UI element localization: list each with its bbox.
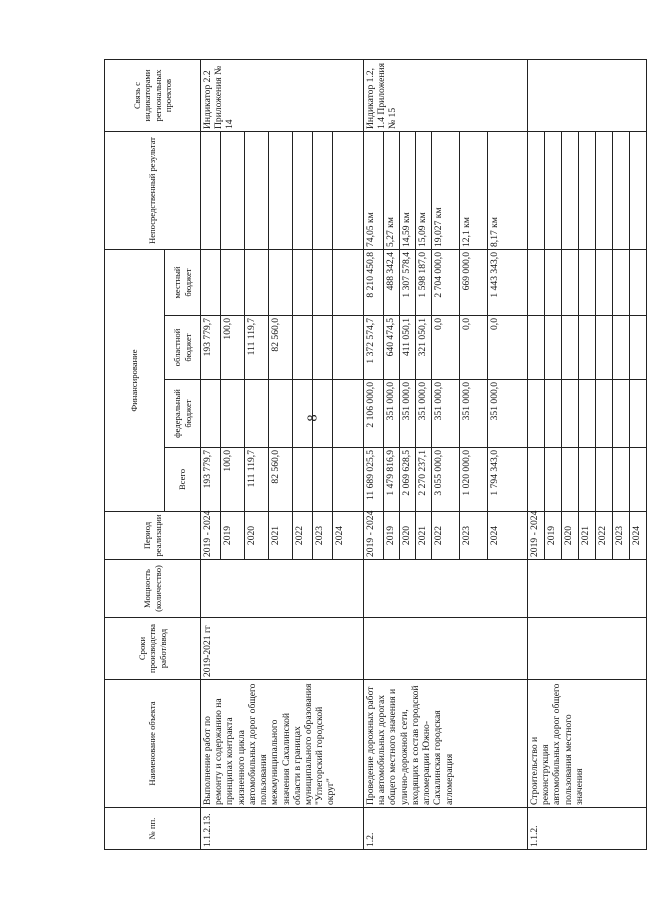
row-link: Индикатор 1.2, 1.4 Приложения № 15 — [364, 60, 528, 132]
row-regional: 411 050,1 — [400, 316, 416, 380]
row-num: 1.1.2. — [528, 808, 647, 850]
row-federal: 351 000,0 — [384, 380, 400, 448]
row-result: 15,09 км — [416, 132, 432, 250]
row-total: 11 689 025,5 — [364, 448, 384, 512]
row-result — [333, 132, 364, 250]
row-result: 8,17 км — [488, 132, 528, 250]
row-regional: 0,0 — [488, 316, 528, 380]
row-num: 1.2. — [364, 808, 528, 850]
header-period: Период реализации — [105, 512, 201, 560]
row-num: 1.1.2.13. — [201, 808, 364, 850]
header-capacity: Мощность (количество) — [105, 560, 201, 618]
row-link: Индикатор 2.2 Приложения № 14 — [201, 60, 364, 132]
row-local — [579, 250, 596, 316]
row-federal: 351 000,0 — [400, 380, 416, 448]
row-result — [245, 132, 269, 250]
row-federal — [245, 380, 269, 448]
row-local — [333, 250, 364, 316]
row-result: 5,27 км — [384, 132, 400, 250]
row-total — [333, 448, 364, 512]
row-result — [293, 132, 313, 250]
row-regional — [545, 316, 562, 380]
row-local: 1 443 343,0 — [488, 250, 528, 316]
row-local — [545, 250, 562, 316]
row-period: 2022 — [293, 512, 313, 560]
table-header — [105, 60, 201, 850]
header-result: Непосредственный результат — [105, 132, 201, 250]
header-financing: Финансирование — [105, 250, 165, 512]
row-regional: 82 560,0 — [269, 316, 293, 380]
row-federal — [293, 380, 313, 448]
row-result — [201, 132, 221, 250]
row-capacity — [364, 560, 528, 618]
row-period: 2022 — [432, 512, 460, 560]
row-regional: 0,0 — [432, 316, 460, 380]
row-regional — [293, 316, 313, 380]
row-local — [528, 250, 545, 316]
row-local — [269, 250, 293, 316]
row-result: 19,027 км — [432, 132, 460, 250]
row-federal — [269, 380, 293, 448]
row-period: 2019 - 2024 — [201, 512, 221, 560]
row-regional — [630, 316, 647, 380]
row-local — [221, 250, 245, 316]
header-name: Наименование объекта — [105, 680, 201, 808]
row-regional: 0,0 — [460, 316, 488, 380]
row-period: 2019 — [221, 512, 245, 560]
row-regional — [313, 316, 333, 380]
row-name: Строительство и реконструкция автомобильных дорог общего пользования местного значения — [528, 680, 647, 808]
row-local — [245, 250, 269, 316]
row-total — [545, 448, 562, 512]
row-federal — [579, 380, 596, 448]
row-result — [528, 132, 545, 250]
header-regional: областной бюджет — [165, 316, 201, 380]
row-period: 2020 — [400, 512, 416, 560]
row-period: 2024 — [333, 512, 364, 560]
row-period: 2021 — [269, 512, 293, 560]
row-result: 74,05 км — [364, 132, 384, 250]
row-federal — [528, 380, 545, 448]
row-local: 1 307 578,4 — [400, 250, 416, 316]
header-federal: федеральный бюджет — [165, 380, 201, 448]
row-total — [528, 448, 545, 512]
row-period: 2023 — [460, 512, 488, 560]
row-local: 2 704 000,0 — [432, 250, 460, 316]
row-total: 111 119,7 — [245, 448, 269, 512]
row-federal — [596, 380, 613, 448]
row-link — [528, 60, 647, 132]
row-result — [313, 132, 333, 250]
header-local: местный бюджет — [165, 250, 201, 316]
row-federal — [562, 380, 579, 448]
row-federal — [630, 380, 647, 448]
row-period: 2024 — [488, 512, 528, 560]
row-period: 2019 - 2024 — [528, 512, 545, 560]
header-num: № пп. — [105, 808, 201, 850]
row-capacity — [528, 560, 647, 618]
row-total: 100,0 — [221, 448, 245, 512]
row-result — [545, 132, 562, 250]
row-regional — [596, 316, 613, 380]
row-federal — [221, 380, 245, 448]
row-local — [201, 250, 221, 316]
row-regional — [528, 316, 545, 380]
row-total: 2 069 628,5 — [400, 448, 416, 512]
row-local — [562, 250, 579, 316]
row-result — [269, 132, 293, 250]
row-period: 2019 - 2024 — [364, 512, 384, 560]
row-period: 2020 — [245, 512, 269, 560]
row-total — [613, 448, 630, 512]
row-federal — [313, 380, 333, 448]
row-result — [562, 132, 579, 250]
header-total: Всего — [165, 448, 201, 512]
row-period: 2021 — [416, 512, 432, 560]
row-period: 2024 — [630, 512, 647, 560]
row-total — [293, 448, 313, 512]
row-regional: 640 474,5 — [384, 316, 400, 380]
table-row — [201, 60, 221, 850]
row-total: 2 270 237,1 — [416, 448, 432, 512]
row-name: Выполнение работ по ремонту и содержанию на принципах контракта жизненного цикла автомобильных дорог общего пользования межмуниципального значения Сахалинской области в границах муниципального образования "Углегорский городской округ" — [201, 680, 364, 808]
row-regional — [579, 316, 596, 380]
row-local: 1 598 187,0 — [416, 250, 432, 316]
row-total — [579, 448, 596, 512]
page-number: 8 — [305, 414, 321, 422]
row-regional — [333, 316, 364, 380]
financing-table — [104, 59, 647, 850]
row-capacity — [201, 560, 364, 618]
row-terms — [528, 618, 647, 680]
header-terms: Сроки производства работ/ввод — [105, 618, 201, 680]
row-federal: 351 000,0 — [432, 380, 460, 448]
row-federal: 2 106 000,0 — [364, 380, 384, 448]
row-regional: 111 119,7 — [245, 316, 269, 380]
row-local — [630, 250, 647, 316]
row-regional: 1 372 574,7 — [364, 316, 384, 380]
row-federal: 351 000,0 — [488, 380, 528, 448]
row-period: 2019 — [384, 512, 400, 560]
row-result — [596, 132, 613, 250]
row-period: 2020 — [562, 512, 579, 560]
row-local — [613, 250, 630, 316]
row-result — [579, 132, 596, 250]
row-total — [596, 448, 613, 512]
row-regional: 100,0 — [221, 316, 245, 380]
row-local: 488 342,4 — [384, 250, 400, 316]
row-result — [221, 132, 245, 250]
row-federal: 351 000,0 — [460, 380, 488, 448]
row-regional: 321 050,1 — [416, 316, 432, 380]
row-result: 12,1 км — [460, 132, 488, 250]
table-row — [528, 60, 545, 850]
row-period: 2022 — [596, 512, 613, 560]
row-total: 3 055 000,0 — [432, 448, 460, 512]
row-period: 2023 — [313, 512, 333, 560]
row-local: 669 000,0 — [460, 250, 488, 316]
row-period: 2021 — [579, 512, 596, 560]
row-terms — [364, 618, 528, 680]
row-total — [313, 448, 333, 512]
row-regional — [613, 316, 630, 380]
row-terms: 2019-2021 гг — [201, 618, 364, 680]
row-total: 1 479 816,9 — [384, 448, 400, 512]
row-result — [613, 132, 630, 250]
row-local — [313, 250, 333, 316]
row-federal — [545, 380, 562, 448]
row-regional — [562, 316, 579, 380]
row-total — [562, 448, 579, 512]
row-total: 193 779,7 — [201, 448, 221, 512]
row-total: 1 020 000,0 — [460, 448, 488, 512]
row-result: 14,59 км — [400, 132, 416, 250]
row-federal — [613, 380, 630, 448]
row-period: 2023 — [613, 512, 630, 560]
row-federal: 351 000,0 — [416, 380, 432, 448]
table-body — [201, 60, 647, 850]
row-total — [630, 448, 647, 512]
row-local — [293, 250, 313, 316]
row-period: 2019 — [545, 512, 562, 560]
table-row — [364, 60, 384, 850]
row-result — [630, 132, 647, 250]
row-federal — [333, 380, 364, 448]
row-federal — [201, 380, 221, 448]
row-name: Проведение дорожных работ на автомобильных дорогах общего местного значения и улично-дорожной сети, входящих в состав городской агломерации Южно-Сахалинская городская агломерация — [364, 680, 528, 808]
row-total: 1 794 343,0 — [488, 448, 528, 512]
row-local — [596, 250, 613, 316]
rotated-table-container — [104, 60, 642, 850]
row-local: 8 210 450,8 — [364, 250, 384, 316]
header-link: Связь с индикаторами региональных проектов — [105, 60, 201, 132]
row-regional: 193 779,7 — [201, 316, 221, 380]
row-total: 82 560,0 — [269, 448, 293, 512]
